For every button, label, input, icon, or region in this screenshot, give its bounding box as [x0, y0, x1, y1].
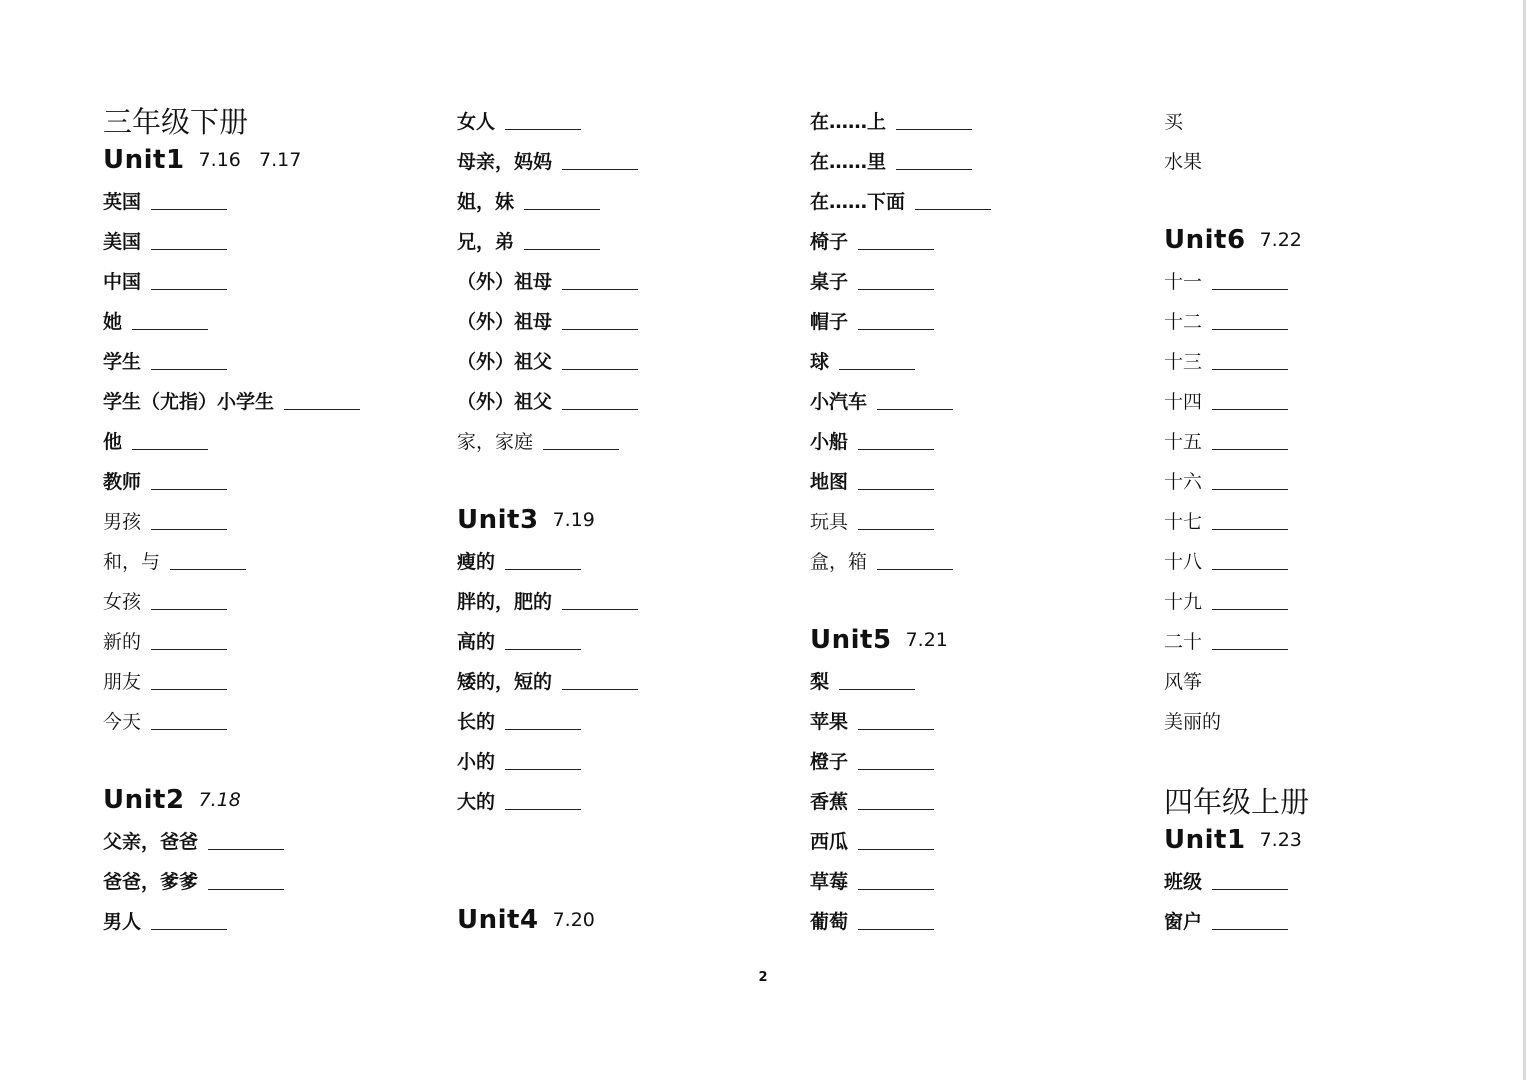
answer-blank: [132, 328, 208, 330]
answer-blank: [858, 328, 934, 330]
vocab-word: 美国: [103, 230, 142, 253]
answer-blank: [151, 288, 227, 290]
unit-name: Unit3: [457, 505, 539, 535]
vocab-item: [103, 420, 443, 460]
answer-blank: [543, 448, 619, 450]
answer-blank: [524, 248, 600, 250]
unit-date: 7.19: [552, 509, 595, 531]
vocab-item: [103, 860, 443, 900]
vocab-item: [1164, 580, 1504, 620]
vocab-word: 父亲，爸爸: [103, 830, 199, 853]
answer-blank: [915, 208, 991, 210]
vocab-word: 十六: [1164, 470, 1203, 493]
vocab-word: 学生（尤指）小学生: [103, 390, 275, 413]
answer-blank: [524, 208, 600, 210]
vocab-word: 小汽车: [810, 390, 868, 413]
answer-blank: [839, 368, 915, 370]
vocab-item: [1164, 420, 1504, 460]
spacer: [457, 820, 797, 860]
unit-name: Unit1: [103, 145, 185, 175]
answer-blank: [562, 368, 638, 370]
vocab-item: [457, 220, 797, 260]
vocab-word: 学生: [103, 350, 142, 373]
answer-blank: [1212, 368, 1288, 370]
vocab-item: [457, 380, 797, 420]
answer-blank: [1212, 288, 1288, 290]
answer-blank: [877, 408, 953, 410]
vocab-word: （外）祖母: [457, 270, 553, 293]
answer-blank: [151, 368, 227, 370]
answer-blank: [151, 208, 227, 210]
vocab-word: 男孩: [103, 510, 142, 533]
answer-blank: [1212, 448, 1288, 450]
vocab-word: 母亲，妈妈: [457, 150, 553, 173]
answer-blank: [858, 248, 934, 250]
answer-blank: [858, 728, 934, 730]
answer-blank: [1212, 888, 1288, 890]
answer-blank: [858, 848, 934, 850]
unit-heading: [457, 500, 797, 540]
vocab-item: [1164, 900, 1504, 940]
vocab-word: 他: [103, 430, 123, 453]
vocab-item: [1164, 700, 1504, 740]
vocab-item: [810, 540, 1150, 580]
answer-blank: [505, 728, 581, 730]
spacer: [103, 740, 443, 780]
vocab-word: 玩具: [810, 510, 849, 533]
vocab-word: 女孩: [103, 590, 142, 613]
unit-date: 7.21: [905, 629, 948, 651]
unit-name: Unit1: [1164, 825, 1246, 855]
answer-blank: [284, 408, 360, 410]
answer-blank: [1212, 608, 1288, 610]
grade-title: [103, 100, 443, 140]
vocab-word: 女人: [457, 110, 496, 133]
answer-blank: [505, 808, 581, 810]
unit-heading: [810, 620, 1150, 660]
unit-heading: [457, 900, 797, 940]
vocab-word: 小船: [810, 430, 849, 453]
answer-blank: [505, 648, 581, 650]
vocab-word: 长的: [457, 710, 496, 733]
vocab-item: [810, 300, 1150, 340]
answer-blank: [208, 888, 284, 890]
vocab-word: 十七: [1164, 510, 1203, 533]
vocab-item: [1164, 340, 1504, 380]
vocab-item: [810, 780, 1150, 820]
vocab-word: 姐，妹: [457, 190, 515, 213]
vocab-word: 西瓜: [810, 830, 849, 853]
unit-date: 7.23: [1259, 829, 1302, 851]
answer-blank: [858, 928, 934, 930]
answer-blank: [562, 328, 638, 330]
vocab-word: 橙子: [810, 750, 849, 773]
vocab-item: [103, 620, 443, 660]
vocab-word: 十五: [1164, 430, 1203, 453]
vocab-item: [1164, 540, 1504, 580]
vocab-word: 十八: [1164, 550, 1203, 573]
vocab-word: 草莓: [810, 870, 849, 893]
vocab-word: 大的: [457, 790, 496, 813]
vocab-word: 水果: [1164, 150, 1203, 173]
vocab-item: [810, 220, 1150, 260]
vocab-item: [810, 420, 1150, 460]
answer-blank: [877, 568, 953, 570]
answer-blank: [896, 128, 972, 130]
vocab-word: 小的: [457, 750, 496, 773]
vocab-item: [457, 300, 797, 340]
vocab-item: [457, 580, 797, 620]
vocab-word: 今天: [103, 710, 142, 733]
spacer: [1164, 180, 1504, 220]
vocab-word: 矮的，短的: [457, 670, 553, 693]
vocab-item: [457, 100, 797, 140]
vocab-item: [457, 540, 797, 580]
grade-title: [1164, 780, 1504, 820]
vocab-word: 买: [1164, 110, 1184, 133]
vocab-item: [457, 420, 797, 460]
spacer: [810, 580, 1150, 620]
vocab-word: 二十: [1164, 630, 1203, 653]
vocab-item: [810, 660, 1150, 700]
vocab-item: [103, 380, 443, 420]
column-3: [810, 100, 1150, 940]
vocab-word: 窗户: [1164, 910, 1203, 933]
answer-blank: [858, 768, 934, 770]
vocab-word: 胖的，肥的: [457, 590, 553, 613]
unit-heading: [103, 780, 443, 820]
answer-blank: [151, 248, 227, 250]
vocab-item: [103, 500, 443, 540]
answer-blank: [839, 688, 915, 690]
vocab-word: 球: [810, 350, 830, 373]
unit-heading: [1164, 820, 1504, 860]
answer-blank: [858, 888, 934, 890]
answer-blank: [858, 808, 934, 810]
answer-blank: [1212, 568, 1288, 570]
vocab-item: [1164, 500, 1504, 540]
column-4: [1164, 100, 1504, 940]
vocab-word: （外）祖父: [457, 350, 553, 373]
vocab-word: 香蕉: [810, 790, 849, 813]
vocab-item: [810, 100, 1150, 140]
vocab-item: [103, 180, 443, 220]
vocab-word: 帽子: [810, 310, 849, 333]
answer-blank: [562, 688, 638, 690]
vocab-item: [1164, 660, 1504, 700]
vocab-item: [810, 860, 1150, 900]
unit-date: 7.22: [1259, 229, 1302, 251]
answer-blank: [1212, 488, 1288, 490]
answer-blank: [858, 288, 934, 290]
vocab-item: [810, 380, 1150, 420]
answer-blank: [505, 768, 581, 770]
answer-blank: [151, 528, 227, 530]
vocab-item: [810, 180, 1150, 220]
vocab-item: [810, 140, 1150, 180]
vocab-word: 十三: [1164, 350, 1203, 373]
vocab-item: [457, 660, 797, 700]
answer-blank: [562, 168, 638, 170]
answer-blank: [896, 168, 972, 170]
vocab-word: 美丽的: [1164, 710, 1222, 733]
vocab-word: 苹果: [810, 710, 849, 733]
vocab-word: 十四: [1164, 390, 1203, 413]
vocab-item: [810, 340, 1150, 380]
answer-blank: [1212, 928, 1288, 930]
vocab-item: [103, 660, 443, 700]
vocab-item: [103, 300, 443, 340]
vocab-word: 风筝: [1164, 670, 1203, 693]
vocab-word: （外）祖父: [457, 390, 553, 413]
vocab-item: [457, 700, 797, 740]
answer-blank: [562, 408, 638, 410]
vocab-word: 她: [103, 310, 123, 333]
answer-blank: [151, 488, 227, 490]
vocab-item: [457, 780, 797, 820]
answer-blank: [170, 568, 246, 570]
vocab-word: 十二: [1164, 310, 1203, 333]
vocab-word: 在……里: [810, 150, 887, 173]
spacer: [457, 460, 797, 500]
answer-blank: [151, 928, 227, 930]
vocab-word: 桌子: [810, 270, 849, 293]
answer-blank: [208, 848, 284, 850]
answer-blank: [562, 288, 638, 290]
vocab-item: [810, 820, 1150, 860]
vocab-item: [457, 180, 797, 220]
unit-date: 7.18: [198, 789, 241, 811]
vocab-item: [457, 620, 797, 660]
vocab-item: [103, 460, 443, 500]
column-2: [457, 100, 797, 940]
vocab-word: 十一: [1164, 270, 1203, 293]
column-1: [103, 100, 443, 940]
vocab-word: 和，与: [103, 550, 161, 573]
vocab-item: [457, 340, 797, 380]
vocab-item: [810, 900, 1150, 940]
vocab-item: [103, 260, 443, 300]
vocab-word: 十九: [1164, 590, 1203, 613]
vocab-word: 梨: [810, 670, 830, 693]
vocab-item: [103, 220, 443, 260]
vocab-item: [457, 260, 797, 300]
vocab-item: [103, 580, 443, 620]
vocab-word: （外）祖母: [457, 310, 553, 333]
answer-blank: [505, 128, 581, 130]
vocab-item: [810, 500, 1150, 540]
vocab-word: 地图: [810, 470, 849, 493]
vocab-item: [103, 700, 443, 740]
vocab-word: 朋友: [103, 670, 142, 693]
unit-date: 7.16 7.17: [198, 149, 302, 171]
vocab-item: [1164, 100, 1504, 140]
vocab-item: [457, 740, 797, 780]
grade-title-text: 三年级下册: [103, 104, 249, 139]
spacer: [1164, 740, 1504, 780]
page-number: 2: [758, 970, 768, 985]
vocab-item: [810, 740, 1150, 780]
vocab-word: 班级: [1164, 870, 1203, 893]
vocab-item: [810, 700, 1150, 740]
vocab-word: 教师: [103, 470, 142, 493]
answer-blank: [151, 648, 227, 650]
vocab-item: [457, 140, 797, 180]
vocab-item: [1164, 260, 1504, 300]
vocab-word: 家，家庭: [457, 430, 534, 453]
unit-name: Unit4: [457, 905, 539, 935]
answer-blank: [505, 568, 581, 570]
vocab-item: [1164, 380, 1504, 420]
vocab-word: 葡萄: [810, 910, 849, 933]
unit-name: Unit6: [1164, 225, 1246, 255]
vocab-word: 在……上: [810, 110, 887, 133]
answer-blank: [151, 728, 227, 730]
vocab-item: [810, 260, 1150, 300]
answer-blank: [132, 448, 208, 450]
answer-blank: [1212, 648, 1288, 650]
answer-blank: [1212, 408, 1288, 410]
vocab-item: [1164, 140, 1504, 180]
vocab-item: [1164, 460, 1504, 500]
unit-name: Unit2: [103, 785, 185, 815]
answer-blank: [1212, 528, 1288, 530]
vocab-word: 椅子: [810, 230, 849, 253]
answer-blank: [858, 448, 934, 450]
vocab-item: [103, 820, 443, 860]
vocab-item: [810, 460, 1150, 500]
vocab-word: 瘦的: [457, 550, 496, 573]
vocab-word: 中国: [103, 270, 142, 293]
grade-title-text: 四年级上册: [1164, 784, 1310, 819]
vocab-word: 男人: [103, 910, 142, 933]
answer-blank: [1212, 328, 1288, 330]
vocab-word: 高的: [457, 630, 496, 653]
vocab-item: [1164, 620, 1504, 660]
vocab-item: [103, 340, 443, 380]
vocab-word: 爸爸，爹爹: [103, 870, 199, 893]
vocab-item: [1164, 300, 1504, 340]
vocab-word: 英国: [103, 190, 142, 213]
answer-blank: [151, 608, 227, 610]
vocab-word: 在……下面: [810, 190, 906, 213]
vocab-item: [103, 540, 443, 580]
vocab-word: 新的: [103, 630, 142, 653]
unit-name: Unit5: [810, 625, 892, 655]
unit-date: 7.20: [552, 909, 595, 931]
unit-heading: [103, 140, 443, 180]
vocab-word: 盒，箱: [810, 550, 868, 573]
vocab-word: 兄，弟: [457, 230, 515, 253]
spacer: [457, 860, 797, 900]
unit-heading: [1164, 220, 1504, 260]
vocab-item: [103, 900, 443, 940]
answer-blank: [858, 528, 934, 530]
answer-blank: [151, 688, 227, 690]
vocab-item: [1164, 860, 1504, 900]
answer-blank: [562, 608, 638, 610]
answer-blank: [858, 488, 934, 490]
